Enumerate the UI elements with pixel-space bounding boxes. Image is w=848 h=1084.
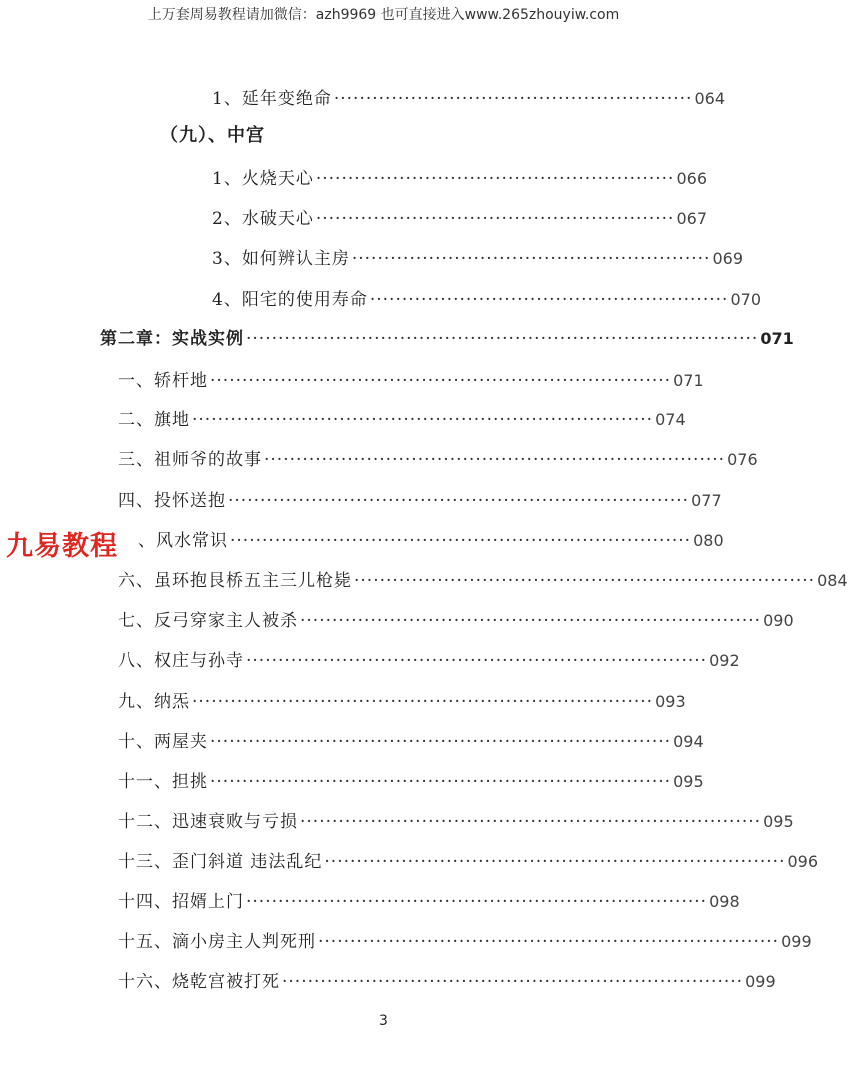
toc-entry — [118, 606, 794, 631]
entry-page: 095 — [763, 812, 794, 831]
dot-leader: ········································································ — [282, 972, 744, 992]
entry-title: 1、火烧天心 — [212, 169, 314, 189]
dot-leader: ························································ — [351, 249, 711, 269]
entry-page: 099 — [781, 932, 812, 951]
entry-page: 080 — [693, 531, 724, 550]
page-header: 上万套周易教程请加微信：azh9969 也可直接进入www.265zhouyiw.com — [147, 7, 620, 23]
toc-entry — [118, 887, 740, 912]
dot-leader: ········································································ — [230, 531, 692, 551]
dot-leader: ························································ — [333, 89, 693, 109]
entry-page: 066 — [676, 169, 707, 188]
entry-page: 067 — [676, 209, 707, 228]
toc-entry — [118, 366, 704, 391]
toc-entry — [212, 84, 725, 109]
toc-entry — [212, 164, 707, 189]
dot-leader: ········································································ — [192, 692, 654, 712]
entry-page: 070 — [730, 290, 761, 309]
dot-leader: ········································································ — [210, 371, 672, 391]
toc-entry — [118, 767, 704, 792]
toc-entry — [212, 204, 707, 229]
dot-leader: ········································································ — [300, 812, 762, 832]
dot-leader: ········································································ — [300, 611, 762, 631]
entry-title: 1、延年变绝命 — [212, 89, 332, 109]
entry-title: 十二、迅速衰败与亏损 — [118, 812, 298, 832]
entry-page: 098 — [709, 892, 740, 911]
section-heading: （九）、中宫 — [160, 125, 265, 146]
entry-page: 092 — [709, 651, 740, 670]
entry-title: 3、如何辨认主房 — [212, 249, 350, 269]
dot-leader: ········································································ — [246, 651, 708, 671]
entry-title: 十三、歪门斜道 违法乱纪 — [118, 852, 323, 872]
toc-entry — [118, 486, 722, 511]
toc-entry — [118, 405, 686, 430]
entry-title: 四、投怀送抱 — [118, 491, 226, 511]
toc-entry — [118, 445, 758, 470]
entry-page: 090 — [763, 611, 794, 630]
dot-leader: ········································································ — [210, 772, 672, 792]
entry-page: 076 — [727, 450, 758, 469]
entry-title: 八、权庄与孙寺 — [118, 651, 244, 671]
entry-title: 十六、烧乾宫被打死 — [118, 972, 280, 992]
entry-title: 九、纳炁 — [118, 692, 190, 712]
entry-title: 一、轿杆地 — [118, 371, 208, 391]
entry-title: 十四、招婿上门 — [118, 892, 244, 912]
chapter-title: 第二章：实战实例 — [100, 329, 244, 349]
entry-title: 三、祖师爷的故事 — [118, 450, 262, 470]
toc-entry — [118, 967, 776, 992]
entry-page: 094 — [673, 732, 704, 751]
entry-page: 084 — [817, 571, 848, 590]
chapter-entry — [100, 324, 794, 349]
dot-leader: ········································································ — [228, 491, 690, 511]
toc-entry — [118, 927, 812, 952]
entry-title: 、风水常识 — [138, 531, 228, 551]
toc-entry — [212, 285, 761, 310]
toc-entry — [118, 807, 794, 832]
entry-page: 071 — [673, 371, 704, 390]
entry-page: 077 — [691, 491, 722, 510]
chapter-page: 071 — [760, 329, 794, 348]
dot-leader: ········································································ — [192, 410, 654, 430]
dot-leader: ························································ — [315, 169, 675, 189]
toc-entry — [118, 646, 740, 671]
toc-entry — [118, 847, 819, 872]
page-number: 3 — [379, 1013, 388, 1029]
toc-entry — [138, 526, 724, 551]
toc-entry — [118, 687, 686, 712]
entry-title: 2、水破天心 — [212, 209, 314, 229]
entry-page: 099 — [745, 972, 776, 991]
toc-entry — [118, 566, 848, 591]
entry-title: 十五、滴小房主人判死刑 — [118, 932, 316, 952]
dot-leader: ········································································ — [264, 450, 726, 470]
entry-title: 4、阳宅的使用寿命 — [212, 290, 368, 310]
entry-page: 095 — [673, 772, 704, 791]
entry-page: 093 — [655, 692, 686, 711]
entry-title: 七、反弓穿家主人被杀 — [118, 611, 298, 631]
dot-leader: ········································································ — [354, 571, 816, 591]
entry-page: 096 — [787, 852, 819, 871]
entry-title: 六、虽环抱艮桥五主三儿枪毙 — [118, 571, 352, 591]
dot-leader: ················································································ — [246, 329, 759, 349]
entry-title: 二、旗地 — [118, 410, 190, 430]
dot-leader: ········································································ — [318, 932, 780, 952]
entry-page: 064 — [694, 89, 725, 108]
toc-entry — [212, 244, 743, 269]
entry-title: 十、两屋夹 — [118, 732, 208, 752]
dot-leader: ························································ — [315, 209, 675, 229]
dot-leader: ········································································ — [246, 892, 708, 912]
entry-page: 069 — [712, 249, 743, 268]
entry-title: 十一、担挑 — [118, 772, 208, 792]
dot-leader: ········································································ — [324, 852, 786, 872]
watermark-logo: 九易教程 — [6, 531, 118, 562]
dot-leader: ························································ — [369, 290, 729, 310]
dot-leader: ········································································ — [210, 732, 672, 752]
toc-entry — [118, 727, 704, 752]
entry-page: 074 — [655, 410, 686, 429]
